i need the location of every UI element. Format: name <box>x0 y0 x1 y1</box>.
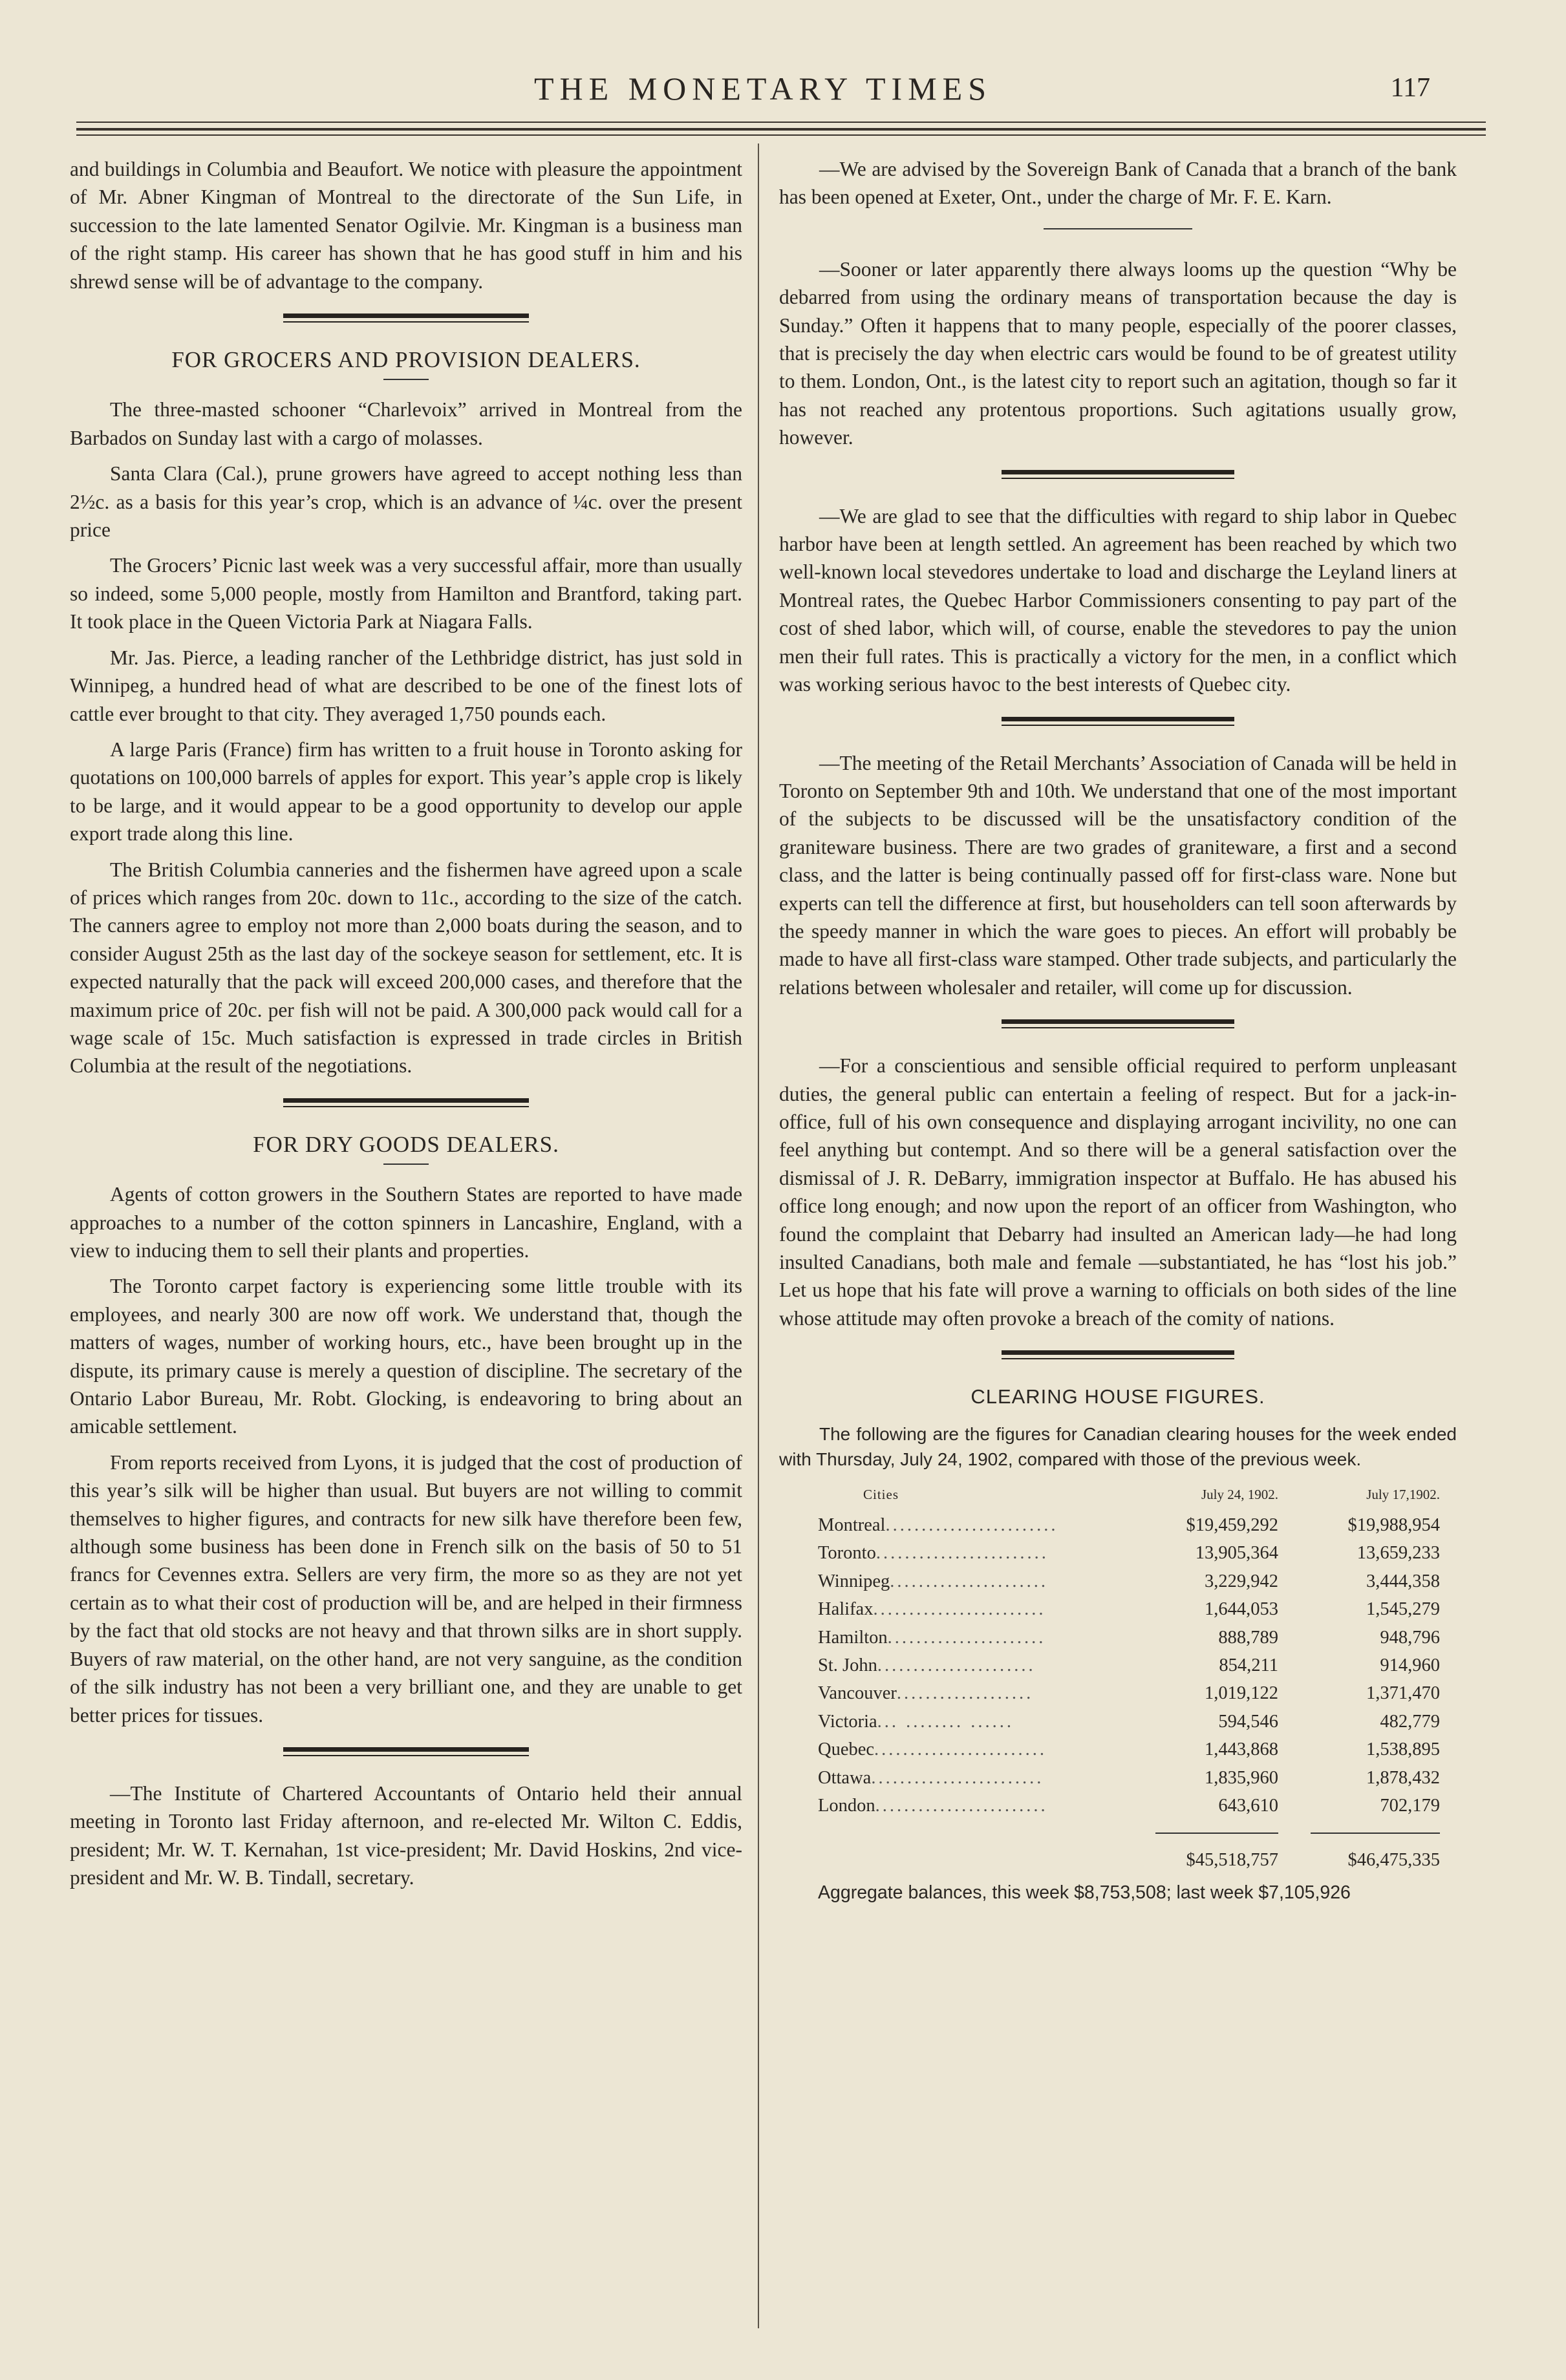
city-name: Quebec <box>818 1739 875 1760</box>
leader-dots: ...................... <box>877 1655 1036 1676</box>
right-column <box>779 155 1457 1907</box>
header-rule <box>76 122 1486 123</box>
city-name: Toronto <box>818 1543 876 1564</box>
table-row <box>779 1652 1452 1679</box>
this-week-value: 1,019,122 <box>1205 1683 1278 1704</box>
section-divider <box>283 1747 529 1756</box>
news-item: —The Institute of Chartered Accountants of Ontario held their annual meeting in Toronto last Friday afternoon, and re-elected Mr. Wilton C. Eddis, president; Mr. W. T. Kernahan, 1st vice-president; Mr. David Hoskins, 2nd vice-president and Mr. W. B. Tindall, secretary. <box>70 1781 742 1889</box>
total-previous-week: $46,475,335 <box>1347 1849 1440 1870</box>
previous-week-value: 1,545,279 <box>1366 1599 1440 1620</box>
city-name: Montreal <box>818 1515 886 1536</box>
city-name: Vancouver <box>818 1683 897 1704</box>
clearing-house-table <box>779 1480 1452 1874</box>
city-name: Victoria <box>818 1711 877 1732</box>
section-heading-grocers: FOR GROCERS AND PROVISION DEALERS. <box>171 347 641 373</box>
column-header: Cities <box>863 1486 899 1502</box>
total-row <box>779 1846 1452 1874</box>
news-item: —For a conscientious and sensible official required to perform unpleasant duties, the general public can entertain a feeling of respect. But for a jack-in-office, full of his own consequence and displaying arrogant incivility, no one can feel anything but contempt. And so there will be a general satisfaction over the dismissal of J. R. DeBarry, immigration inspector at Buffalo. He has abused his office long enough; and now upon the report of an officer from Washington, who found the complaint that Debarry had insulted an American lady—he had long insulted Canadians, both male and female —substantiated, he has “lost his job.” Let us hope that his fate will prove a warning to officials on both sides of the line whose attitude may often provoke a breach of the comity of nations. <box>779 1054 1457 1330</box>
table-row <box>779 1567 1452 1595</box>
leader-dots: ...................... <box>887 1627 1046 1648</box>
section-divider <box>1002 717 1234 726</box>
leader-dots: ........................ <box>874 1739 1047 1760</box>
table-header-row <box>779 1480 1452 1511</box>
previous-week-value: 1,371,470 <box>1366 1683 1440 1704</box>
leader-dots: ........................ <box>873 1599 1046 1620</box>
table-row <box>779 1708 1452 1736</box>
city-cell <box>779 1792 1130 1820</box>
table-row <box>779 1736 1452 1763</box>
page-number: 117 <box>1390 73 1430 103</box>
city-cell <box>779 1624 1130 1652</box>
left-column <box>70 155 742 1900</box>
previous-week-value: 1,538,895 <box>1366 1739 1440 1760</box>
previous-week-value: 948,796 <box>1380 1627 1440 1648</box>
clearing-house-rows <box>779 1511 1452 1820</box>
this-week-value: 643,610 <box>1218 1796 1278 1816</box>
header-rule-heavy <box>76 128 1486 131</box>
news-item: —The meeting of the Retail Merchants’ Association of Canada will be held in Toronto on September 9th and 10th. We understand that one of the most important of the subjects to be discussed will be the unsatisfactory condition of the graniteware business. There are two grades of graniteware, a first and a second class, and the latter is being continually passed off for first-class ware. None but experts can tell the difference at first, but householders can tell soon afterwards by the speedy manner in which the ware goes to pieces. An effort will probably be made to have all first-class ware stamped. Other trade subjects, and particularly the relations between wholesaler and retailer, will come up for discussion. <box>779 751 1457 999</box>
article-paragraph: and buildings in Columbia and Beaufort. We notice with pleasure the appointment of Mr. Abner Kingman of Montreal to the directorate of the Sun Life, in succession to the late lamented Senator Ogilvie. Mr. Kingman is a business man of the right stamp. His career has shown that he has good stuff in him and his shrewd sense will be of advantage to the company. <box>70 158 742 293</box>
news-item: Agents of cotton growers in the Southern States are reported to have made approaches to a number of the cotton spinners in Lancashire, England, with a view to inducing them to sell their plants and properties. <box>70 1183 742 1262</box>
publication-title: THE MONETARY TIMES <box>534 70 992 107</box>
section-heading-dry-goods: FOR DRY GOODS DEALERS. <box>253 1131 559 1157</box>
table-row <box>779 1511 1452 1539</box>
masthead <box>0 70 1566 109</box>
clearing-house-heading: CLEARING HOUSE FIGURES. <box>971 1385 1265 1408</box>
news-item: Mr. Jas. Pierce, a leading rancher of the Lethbridge district, has just sold in Winnipeg, a hundred head of what are described to be one of the finest lots of cattle ever brought to that city. They averaged 1,750 pounds each. <box>70 646 742 725</box>
column-header: July 24, 1902. <box>1201 1486 1278 1502</box>
section-divider <box>1002 1019 1234 1028</box>
news-item: —We are glad to see that the difficulties with regard to ship labor in Quebec harbor have been at length settled. An agreement has been reached by which two well-known local stevedores undertake to load and discharge the Leyland liners at Montreal rates, the Quebec Harbor Commissioners consenting to pay part of the cost of shed labor, which will, of course, enable the stevedores to pay the union men their full rates. This is practically a victory for the men, in a conflict which was working serious havoc to the best interests of Quebec city. <box>779 504 1457 696</box>
city-name: Winnipeg <box>818 1571 890 1591</box>
previous-week-value: 1,878,432 <box>1366 1767 1440 1788</box>
city-cell <box>779 1511 1130 1539</box>
this-week-value: 1,443,868 <box>1205 1739 1278 1760</box>
previous-week-value: $19,988,954 <box>1347 1515 1440 1536</box>
city-cell <box>779 1539 1130 1567</box>
city-name: St. John <box>818 1655 877 1676</box>
this-week-value: 594,546 <box>1218 1711 1278 1732</box>
city-cell <box>779 1764 1130 1792</box>
leader-dots: ........................ <box>885 1515 1058 1536</box>
total-rule-row <box>779 1820 1452 1846</box>
leader-dots: ...................... <box>890 1571 1048 1591</box>
leader-dots: ........................ <box>871 1767 1044 1788</box>
section-divider <box>283 313 529 323</box>
leader-dots: ........................ <box>875 1796 1048 1816</box>
news-item: From reports received from Lyons, it is judged that the cost of production of this year’s silk will be higher than usual. But buyers are not willing to commit themselves to higher figures, and contracts for new silk have therefore been few, although some business has been done in French silk on the basis of 50 to 51 francs for Cevennes extra. Sellers are very firm, the more so as they are not yet certain as to what their cost of production will be, and are helped in their firmness by the fact that old stocks are not heavy and that thrown silks are in short supply. Buyers of raw material, on the other hand, are not very sanguine, as the condition of the silk industry has not been a very brilliant one, and they are unable to get better prices for tissues. <box>70 1450 742 1727</box>
previous-week-value: 3,444,358 <box>1366 1571 1440 1591</box>
news-item: The British Columbia canneries and the fishermen have agreed upon a scale of prices which ranges from 20c. down to 11c., according to the size of the catch. The canners agree to employ not more than 2,000 boats during the season, and to consider August 25th as the last day of the sockeye season for settlement, etc. It is expected naturally that the pack will exceed 200,000 cases, and therefore that the maximum price of 20c. per fish will not be paid. A 300,000 pack would call for a wage scale of 15c. Much satisfaction is expressed in trade circles in British Columbia at the result of the negotiations. <box>70 858 742 1078</box>
city-cell <box>779 1595 1130 1623</box>
city-cell <box>779 1652 1130 1679</box>
news-item: —Sooner or later apparently there always looms up the question “Why be debarred from using the ordinary means of transportation because the day is Sunday.” Often it happens that to many people, especially of the poorer classes, that is precisely the day when electric cars would be found to be of greatest utility to them. London, Ont., is the latest city to report such an agitation, though so far it has not reached any protentous proportions. Such agitations usually grow, however. <box>779 257 1457 449</box>
news-item: The Grocers’ Picnic last week was a very successful affair, more than usually so indeed, some 5,000 people, mostly from Hamilton and Brantford, taking part. It took place in the Queen Victoria Park at Niagara Falls. <box>70 554 742 633</box>
section-divider <box>283 1098 529 1107</box>
city-cell <box>779 1708 1130 1736</box>
this-week-value: $19,459,292 <box>1186 1515 1278 1536</box>
city-cell <box>779 1567 1130 1595</box>
section-divider <box>1002 470 1234 479</box>
heading-dash <box>383 1163 429 1165</box>
previous-week-value: 914,960 <box>1380 1655 1440 1676</box>
total-this-week: $45,518,757 <box>1186 1849 1278 1870</box>
table-row <box>779 1792 1452 1820</box>
item-divider <box>1044 228 1192 229</box>
city-name: Hamilton <box>818 1627 888 1648</box>
previous-week-value: 482,779 <box>1380 1711 1440 1732</box>
header-rule-lower <box>76 134 1486 136</box>
heading-dash <box>383 379 429 380</box>
city-name: London <box>818 1796 875 1816</box>
table-row <box>779 1764 1452 1792</box>
city-name: Halifax <box>818 1599 874 1620</box>
this-week-value: 1,835,960 <box>1205 1767 1278 1788</box>
table-row <box>779 1595 1452 1623</box>
this-week-value: 3,229,942 <box>1205 1571 1278 1591</box>
this-week-value: 1,644,053 <box>1205 1599 1278 1620</box>
city-name: Ottawa <box>818 1767 872 1788</box>
table-row <box>779 1624 1452 1652</box>
table-row <box>779 1539 1452 1567</box>
table-row <box>779 1679 1452 1707</box>
previous-week-value: 702,179 <box>1380 1796 1440 1816</box>
city-cell <box>779 1679 1130 1707</box>
leader-dots: ........................ <box>875 1543 1049 1564</box>
leader-dots: ... ........ ...... <box>877 1711 1014 1732</box>
previous-week-value: 13,659,233 <box>1357 1543 1440 1564</box>
news-item: A large Paris (France) firm has written to a fruit house in Toronto asking for quotations on 100,000 barrels of apples for export. This year’s apple crop is likely to be large, and it would appear to be a good opportunity to develop our apple export trade along this line. <box>70 738 742 845</box>
this-week-value: 888,789 <box>1218 1627 1278 1648</box>
leader-dots: ................... <box>896 1683 1034 1704</box>
news-item: —We are advised by the Sovereign Bank of Canada that a branch of the bank has been opened at Exeter, Ont., under the charge of Mr. F. E. Karn. <box>779 158 1457 209</box>
this-week-value: 13,905,364 <box>1195 1543 1278 1564</box>
this-week-value: 854,211 <box>1219 1655 1278 1676</box>
news-item: The three-masted schooner “Charlevoix” arrived in Montreal from the Barbados on Sunday last with a cargo of molasses. <box>70 398 742 449</box>
news-item: Santa Clara (Cal.), prune growers have agreed to accept nothing less than 2½c. as a basis for this year’s crop, which is an advance of ¼c. over the present price <box>70 462 742 542</box>
aggregate-balances: Aggregate balances, this week $8,753,508; last week $7,105,926 <box>818 1882 1351 1903</box>
city-cell <box>779 1736 1130 1763</box>
column-header: July 17,1902. <box>1366 1486 1440 1502</box>
column-divider <box>758 143 759 2328</box>
clearing-house-intro: The following are the figures for Canadian clearing houses for the week ended with Thursday, July 24, 1902, compared with those of the previous week. <box>779 1423 1457 1469</box>
news-item: The Toronto carpet factory is experiencing some little trouble with its employees, and nearly 300 are now off work. We understand that, though the matters of wages, number of working hours, etc., have been brought up in the dispute, its primary cause is merely a question of discipline. The secretary of the Ontario Labor Bureau, Mr. Robt. Glocking, is endeavoring to bring about an amicable settlement. <box>70 1275 742 1438</box>
section-divider <box>1002 1350 1234 1359</box>
